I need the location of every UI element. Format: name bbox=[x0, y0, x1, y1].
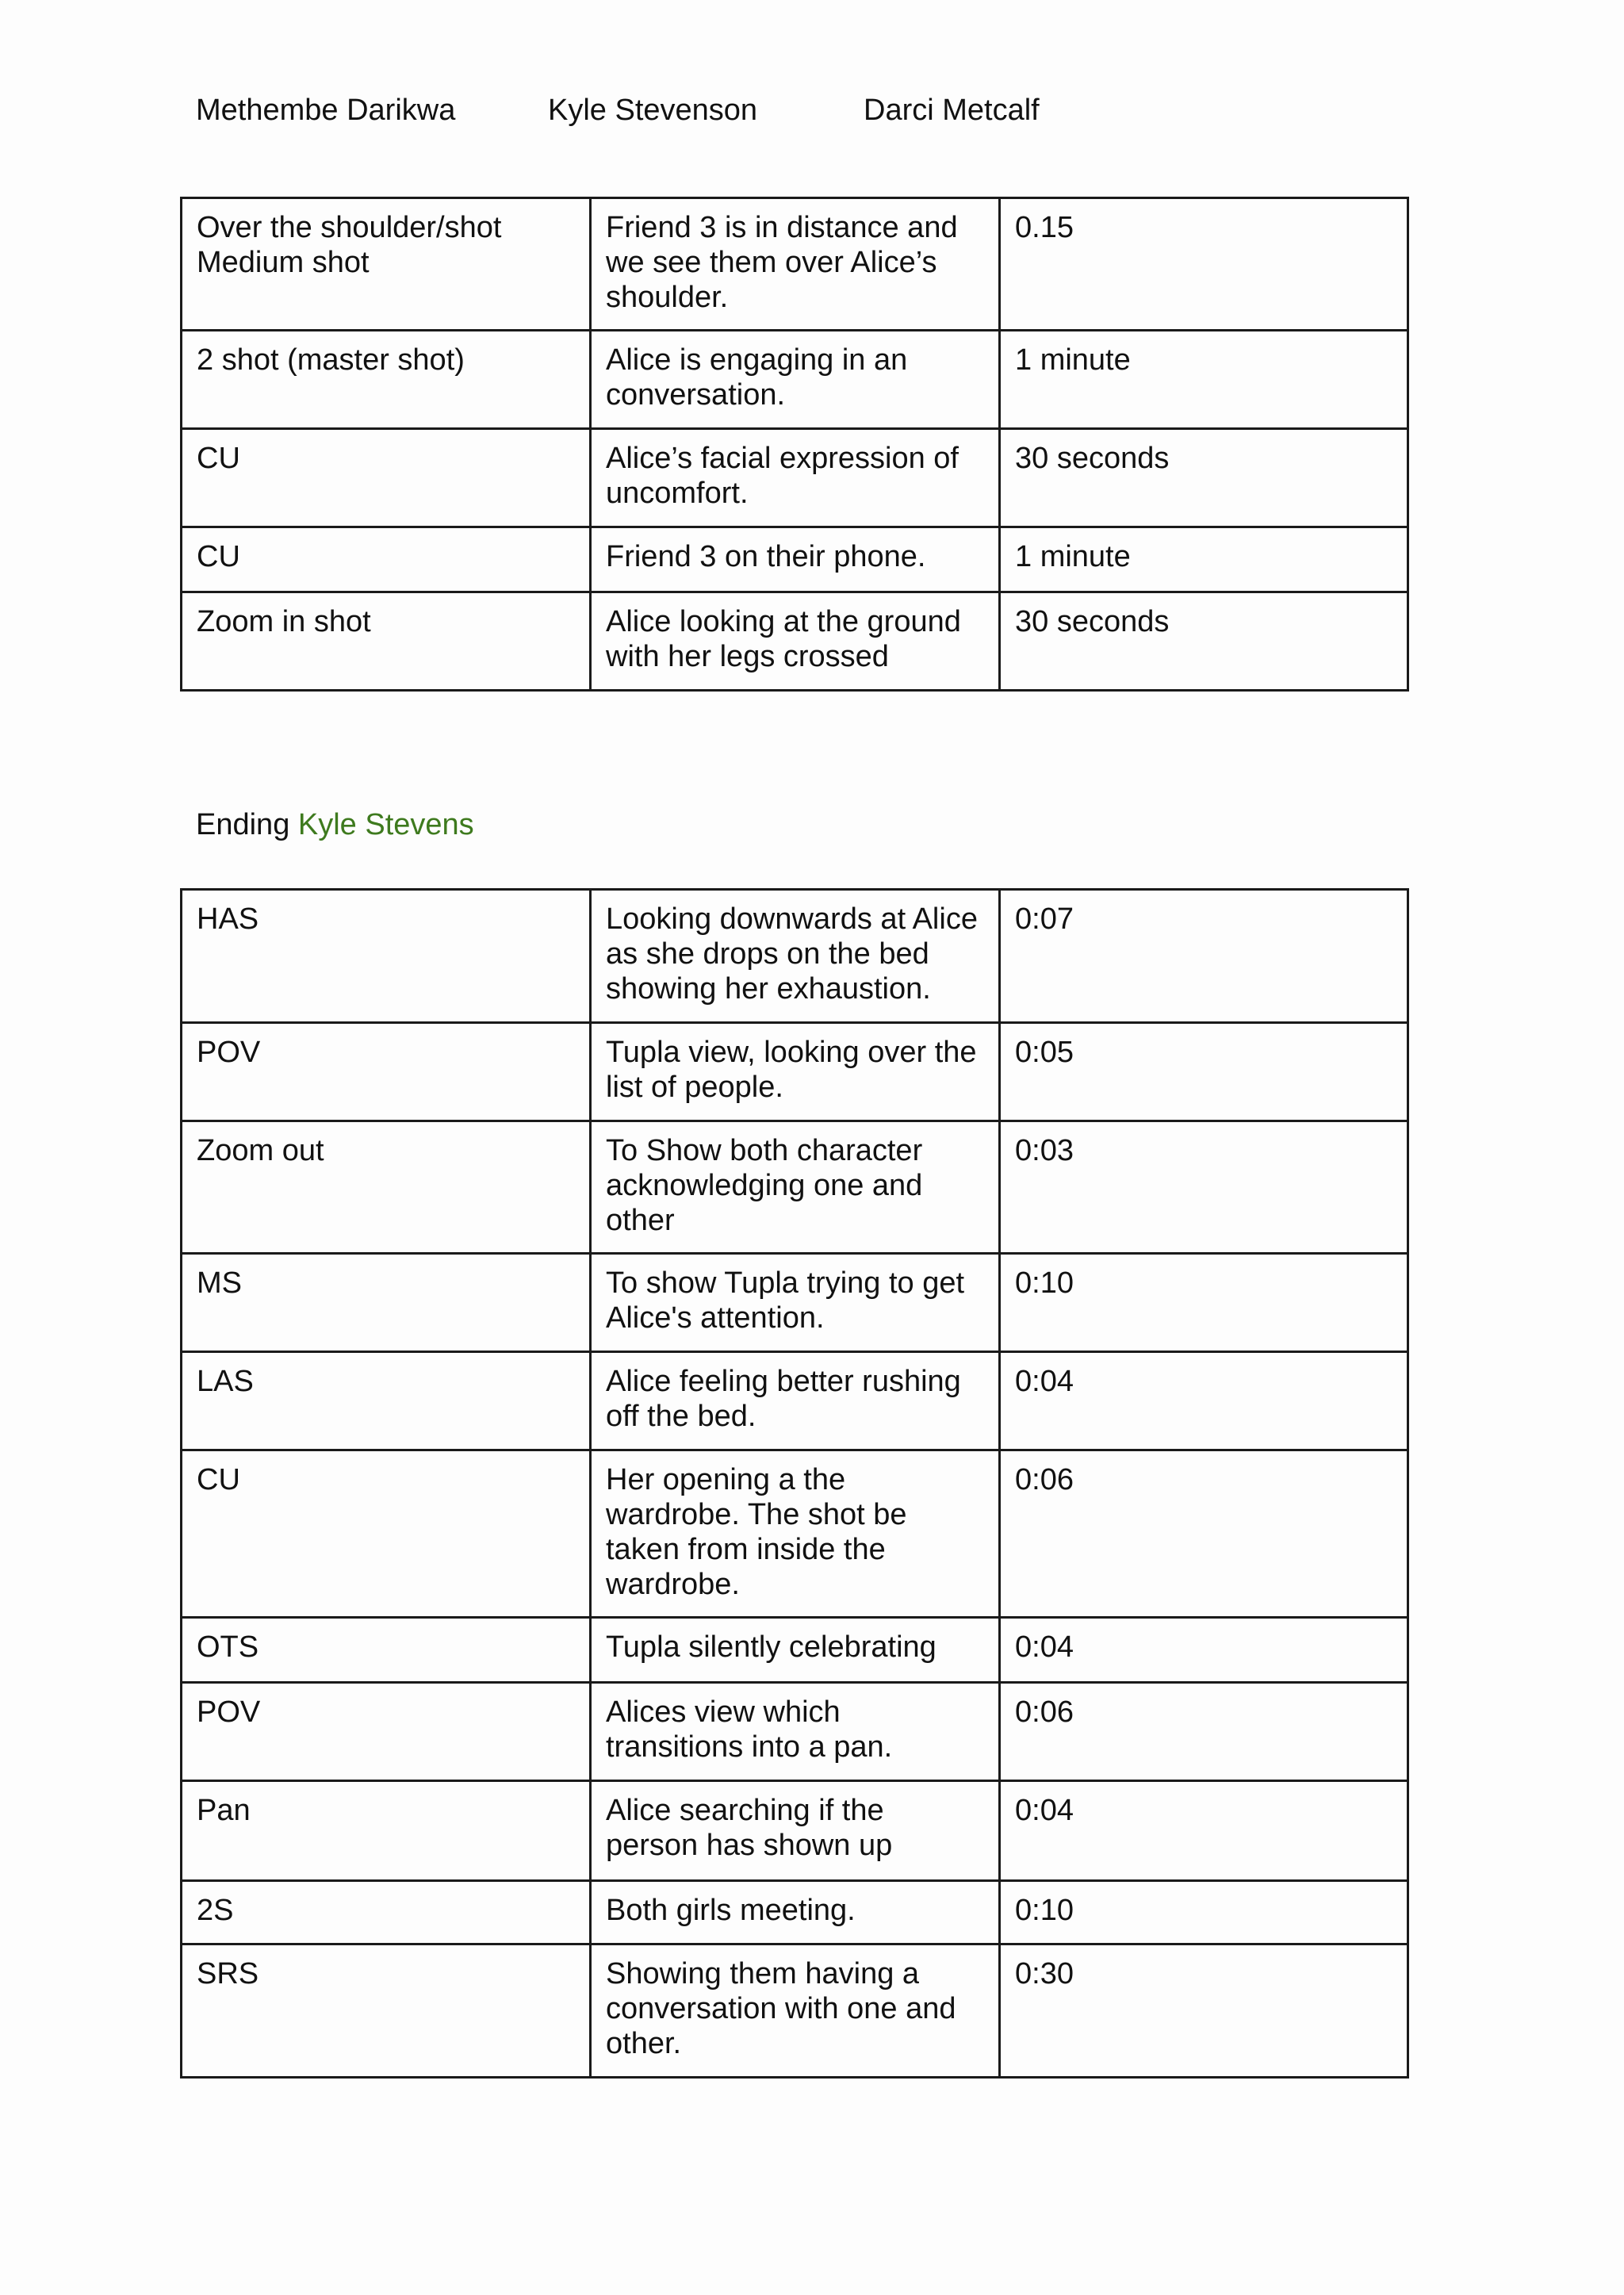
author-names-row bbox=[0, 94, 1624, 138]
section-author: Kyle Stevens bbox=[297, 808, 474, 841]
shot-duration-cell: 0:10 bbox=[1000, 1881, 1408, 1944]
author-name: Methembe Darikwa bbox=[196, 94, 456, 127]
shot-duration-cell: 0:05 bbox=[1000, 1023, 1408, 1121]
table-row bbox=[182, 1023, 1408, 1121]
shot-duration-cell: 1 minute bbox=[1000, 527, 1408, 592]
table-row bbox=[182, 1881, 1408, 1944]
shot-duration-cell: 0:04 bbox=[1000, 1618, 1408, 1683]
table-row bbox=[182, 1618, 1408, 1683]
shot-description-cell: Showing them having a conversation with one and other. bbox=[591, 1944, 1000, 2078]
shot-duration-cell: 0:03 bbox=[1000, 1121, 1408, 1254]
shot-duration-cell: 1 minute bbox=[1000, 331, 1408, 429]
shot-duration-cell: 30 seconds bbox=[1000, 592, 1408, 691]
author-name: Kyle Stevenson bbox=[548, 94, 758, 127]
shot-type-cell: SRS bbox=[182, 1944, 591, 2078]
shot-duration-cell: 0:07 bbox=[1000, 890, 1408, 1023]
table-row bbox=[182, 1781, 1408, 1881]
shot-list-table-ending bbox=[180, 888, 1409, 2079]
ending-section-heading bbox=[196, 808, 474, 842]
table-row bbox=[182, 1683, 1408, 1781]
shot-type-cell: POV bbox=[182, 1023, 591, 1121]
author-name: Darci Metcalf bbox=[864, 94, 1040, 127]
shot-type-cell: Zoom out bbox=[182, 1121, 591, 1254]
shot-type-cell: Over the shoulder/shot Medium shot bbox=[182, 198, 591, 331]
shot-type-cell: POV bbox=[182, 1683, 591, 1781]
shot-description-cell: Tupla view, looking over the list of people. bbox=[591, 1023, 1000, 1121]
shot-duration-cell: 0:06 bbox=[1000, 1450, 1408, 1618]
shot-type-cell: CU bbox=[182, 1450, 591, 1618]
shot-duration-cell: 0.15 bbox=[1000, 198, 1408, 331]
shot-description-cell: To show Tupla trying to get Alice's attention. bbox=[591, 1254, 1000, 1352]
table-row bbox=[182, 1944, 1408, 2078]
shot-duration-cell: 0:30 bbox=[1000, 1944, 1408, 2078]
shot-type-cell: OTS bbox=[182, 1618, 591, 1683]
table-row bbox=[182, 1121, 1408, 1254]
shot-type-cell: Pan bbox=[182, 1781, 591, 1881]
shot-description-cell: Her opening a the wardrobe. The shot be taken from inside the wardrobe. bbox=[591, 1450, 1000, 1618]
table-row bbox=[182, 592, 1408, 691]
shot-type-cell: CU bbox=[182, 527, 591, 592]
shot-description-cell: Alice is engaging in an conversation. bbox=[591, 331, 1000, 429]
shot-duration-cell: 0:10 bbox=[1000, 1254, 1408, 1352]
shot-type-cell: HAS bbox=[182, 890, 591, 1023]
shot-type-cell: MS bbox=[182, 1254, 591, 1352]
shot-list-table-1 bbox=[180, 197, 1409, 692]
shot-description-cell: Alices view which transitions into a pan. bbox=[591, 1683, 1000, 1781]
shot-description-cell: Friend 3 on their phone. bbox=[591, 527, 1000, 592]
table-row bbox=[182, 1450, 1408, 1618]
shot-duration-cell: 0:04 bbox=[1000, 1352, 1408, 1450]
table-row bbox=[182, 198, 1408, 331]
shot-duration-cell: 0:06 bbox=[1000, 1683, 1408, 1781]
shot-description-cell: Alice searching if the person has shown up bbox=[591, 1781, 1000, 1881]
table-row bbox=[182, 1254, 1408, 1352]
shot-description-cell: Looking downwards at Alice as she drops on the bed showing her exhaustion. bbox=[591, 890, 1000, 1023]
shot-type-cell: CU bbox=[182, 429, 591, 527]
table-row bbox=[182, 331, 1408, 429]
shot-duration-cell: 30 seconds bbox=[1000, 429, 1408, 527]
shot-description-cell: To Show both character acknowledging one and other bbox=[591, 1121, 1000, 1254]
shot-description-cell: Friend 3 is in distance and we see them over Alice’s shoulder. bbox=[591, 198, 1000, 331]
shot-description-cell: Both girls meeting. bbox=[591, 1881, 1000, 1944]
table-row bbox=[182, 1352, 1408, 1450]
shot-description-cell: Alice’s facial expression of uncomfort. bbox=[591, 429, 1000, 527]
shot-type-cell: Zoom in shot bbox=[182, 592, 591, 691]
table-row bbox=[182, 890, 1408, 1023]
shot-description-cell: Alice feeling better rushing off the bed. bbox=[591, 1352, 1000, 1450]
section-title: Ending bbox=[196, 808, 290, 841]
shot-type-cell: LAS bbox=[182, 1352, 591, 1450]
shot-duration-cell: 0:04 bbox=[1000, 1781, 1408, 1881]
shot-type-cell: 2 shot (master shot) bbox=[182, 331, 591, 429]
table-row bbox=[182, 429, 1408, 527]
shot-description-cell: Tupla silently celebrating bbox=[591, 1618, 1000, 1683]
shot-type-cell: 2S bbox=[182, 1881, 591, 1944]
table-row bbox=[182, 527, 1408, 592]
shot-description-cell: Alice looking at the ground with her legs crossed bbox=[591, 592, 1000, 691]
